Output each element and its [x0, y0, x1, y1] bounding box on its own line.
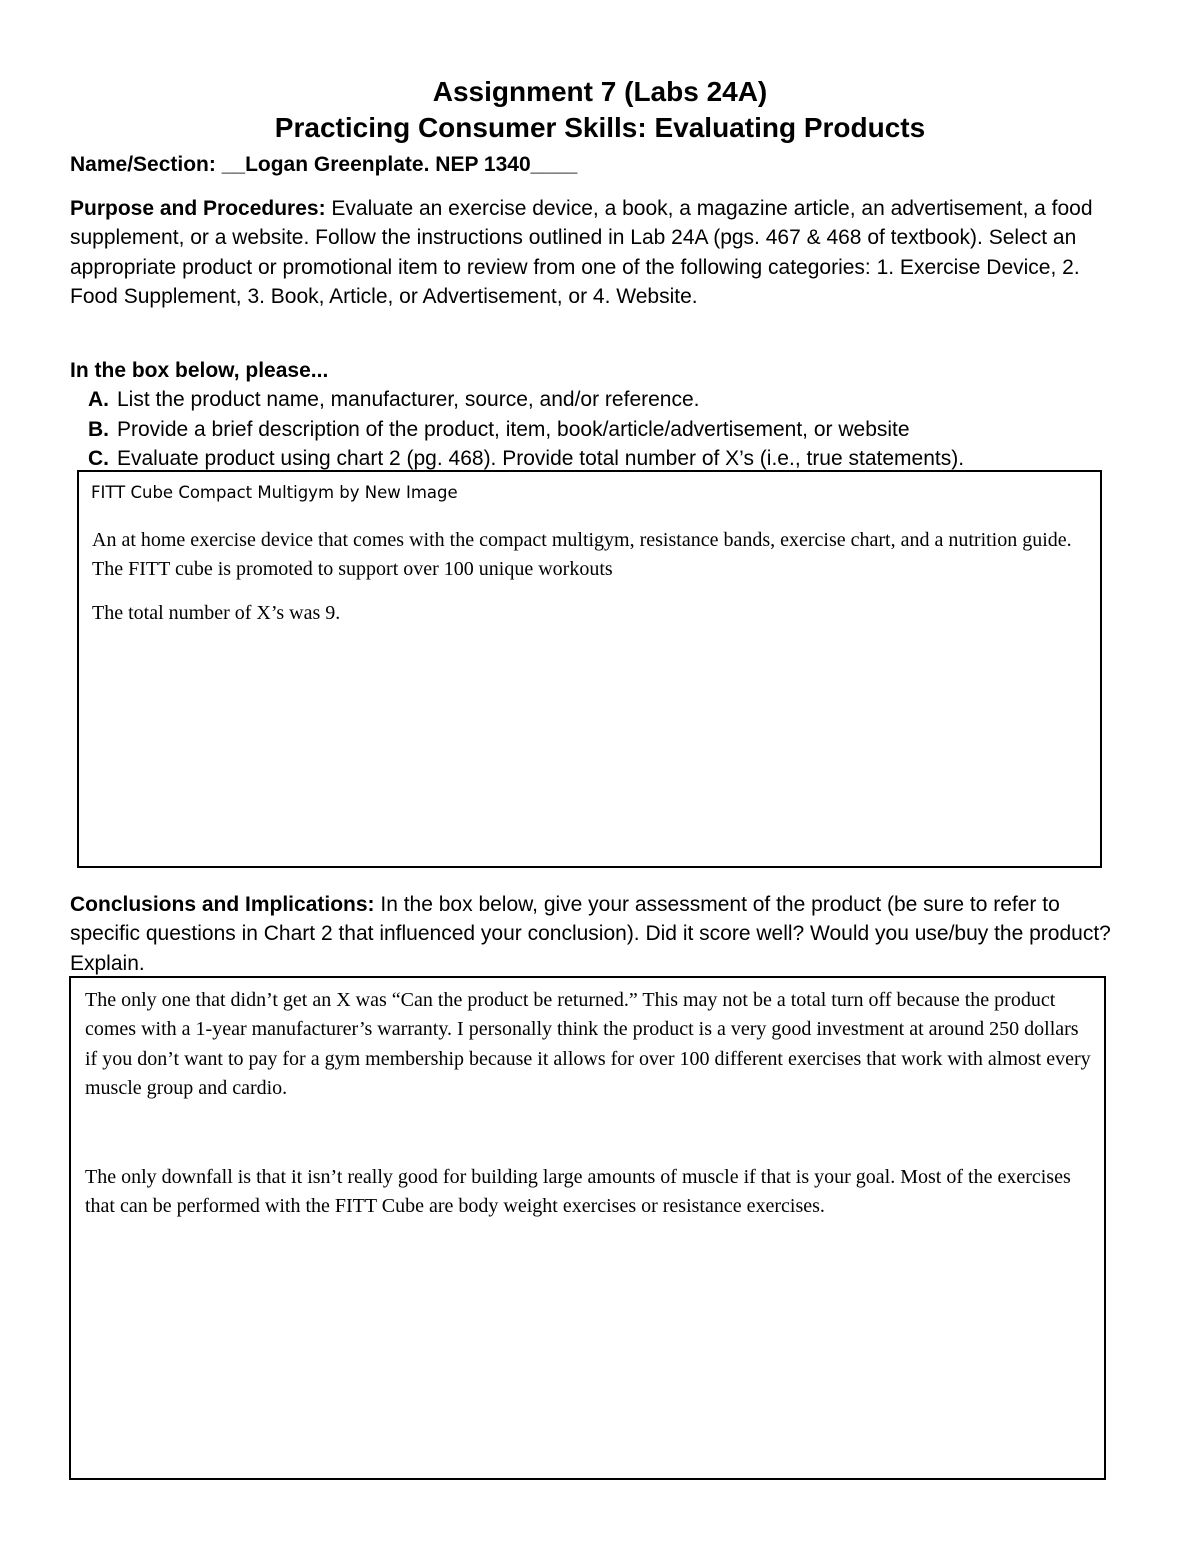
- product-description: An at home exercise device that comes with the compact multigym, resistance bands, exercise chart, and a nutrition guide. The FITT cube is promoted to support over 100 unique workouts: [92, 529, 1072, 581]
- conclusions-paragraph: [70, 890, 1115, 978]
- conclusions-label: Conclusions and Implications:: [70, 893, 375, 916]
- conclusion-response-box[interactable]: [69, 976, 1106, 1480]
- purpose-text: Evaluate an exercise device, a book, a magazine article, an advertisement, a food supplement, or a website. Follow the instructions outlined in Lab 24A (pgs. 467 & 468 of textbook). Select an appropriate product or promotional item to review from one of the following categories: 1. Exercise Device, 2. Food Supplement, 3. Book, Article, or Advertisement, or 4. Website.: [70, 197, 1093, 309]
- list-item-label: C.: [88, 447, 109, 470]
- product-response-box[interactable]: [77, 470, 1102, 868]
- page-subtitle: Practicing Consumer Skills: Evaluating Products: [274, 112, 926, 143]
- name-section-label: Name/Section:: [70, 153, 216, 176]
- list-item-label: B.: [88, 417, 109, 441]
- instructions-list: [88, 385, 1128, 474]
- list-item: [88, 385, 1128, 415]
- list-item-text: Evaluate product using chart 2 (pg. 468). Provide total number of X’s (i.e., true statements).: [117, 447, 965, 470]
- purpose-label: Purpose and Procedures:: [70, 197, 326, 220]
- product-name: FITT Cube Compact Multigym by New Image: [91, 483, 458, 502]
- list-item: [88, 415, 1128, 445]
- conclusion-paragraph-1: The only one that didn’t get an X was “Can the product be returned.” This may not be a total turn off because the product comes with a 1-year manufacturer’s warranty. I personally think the product is a very good investment at around 250 dollars if you don’t want to pay for a gym membership because it allows for over 100 different exercises that work with almost every muscle group and cardio.: [85, 989, 1091, 1099]
- list-item-text: List the product name, manufacturer, source, and/or reference.: [117, 388, 700, 411]
- name-section: [70, 150, 1130, 179]
- page-title: Assignment 7 (Labs 24A): [432, 76, 768, 107]
- product-total: The total number of X’s was 9.: [92, 602, 341, 624]
- list-item-label: A.: [88, 388, 109, 411]
- list-item-text: Provide a brief description of the product, item, book/article/advertisement, or website: [117, 417, 910, 441]
- name-section-value: __Logan Greenplate. NEP 1340____: [221, 153, 578, 176]
- instructions-heading: In the box below, please...: [70, 359, 329, 382]
- conclusion-paragraph-2: The only downfall is that it isn’t really good for building large amounts of muscle if that is your goal. Most of the exercises that can be performed with the FITT Cube are body weight exercises or resistance exercises.: [85, 1166, 1071, 1218]
- purpose-paragraph: [70, 194, 1110, 312]
- conclusions-text: In the box below, give your assessment of the product (be sure to refer to specific questions in Chart 2 that influenced your conclusion). Did it score well? Would you use/buy the product? Explain.: [70, 893, 1111, 975]
